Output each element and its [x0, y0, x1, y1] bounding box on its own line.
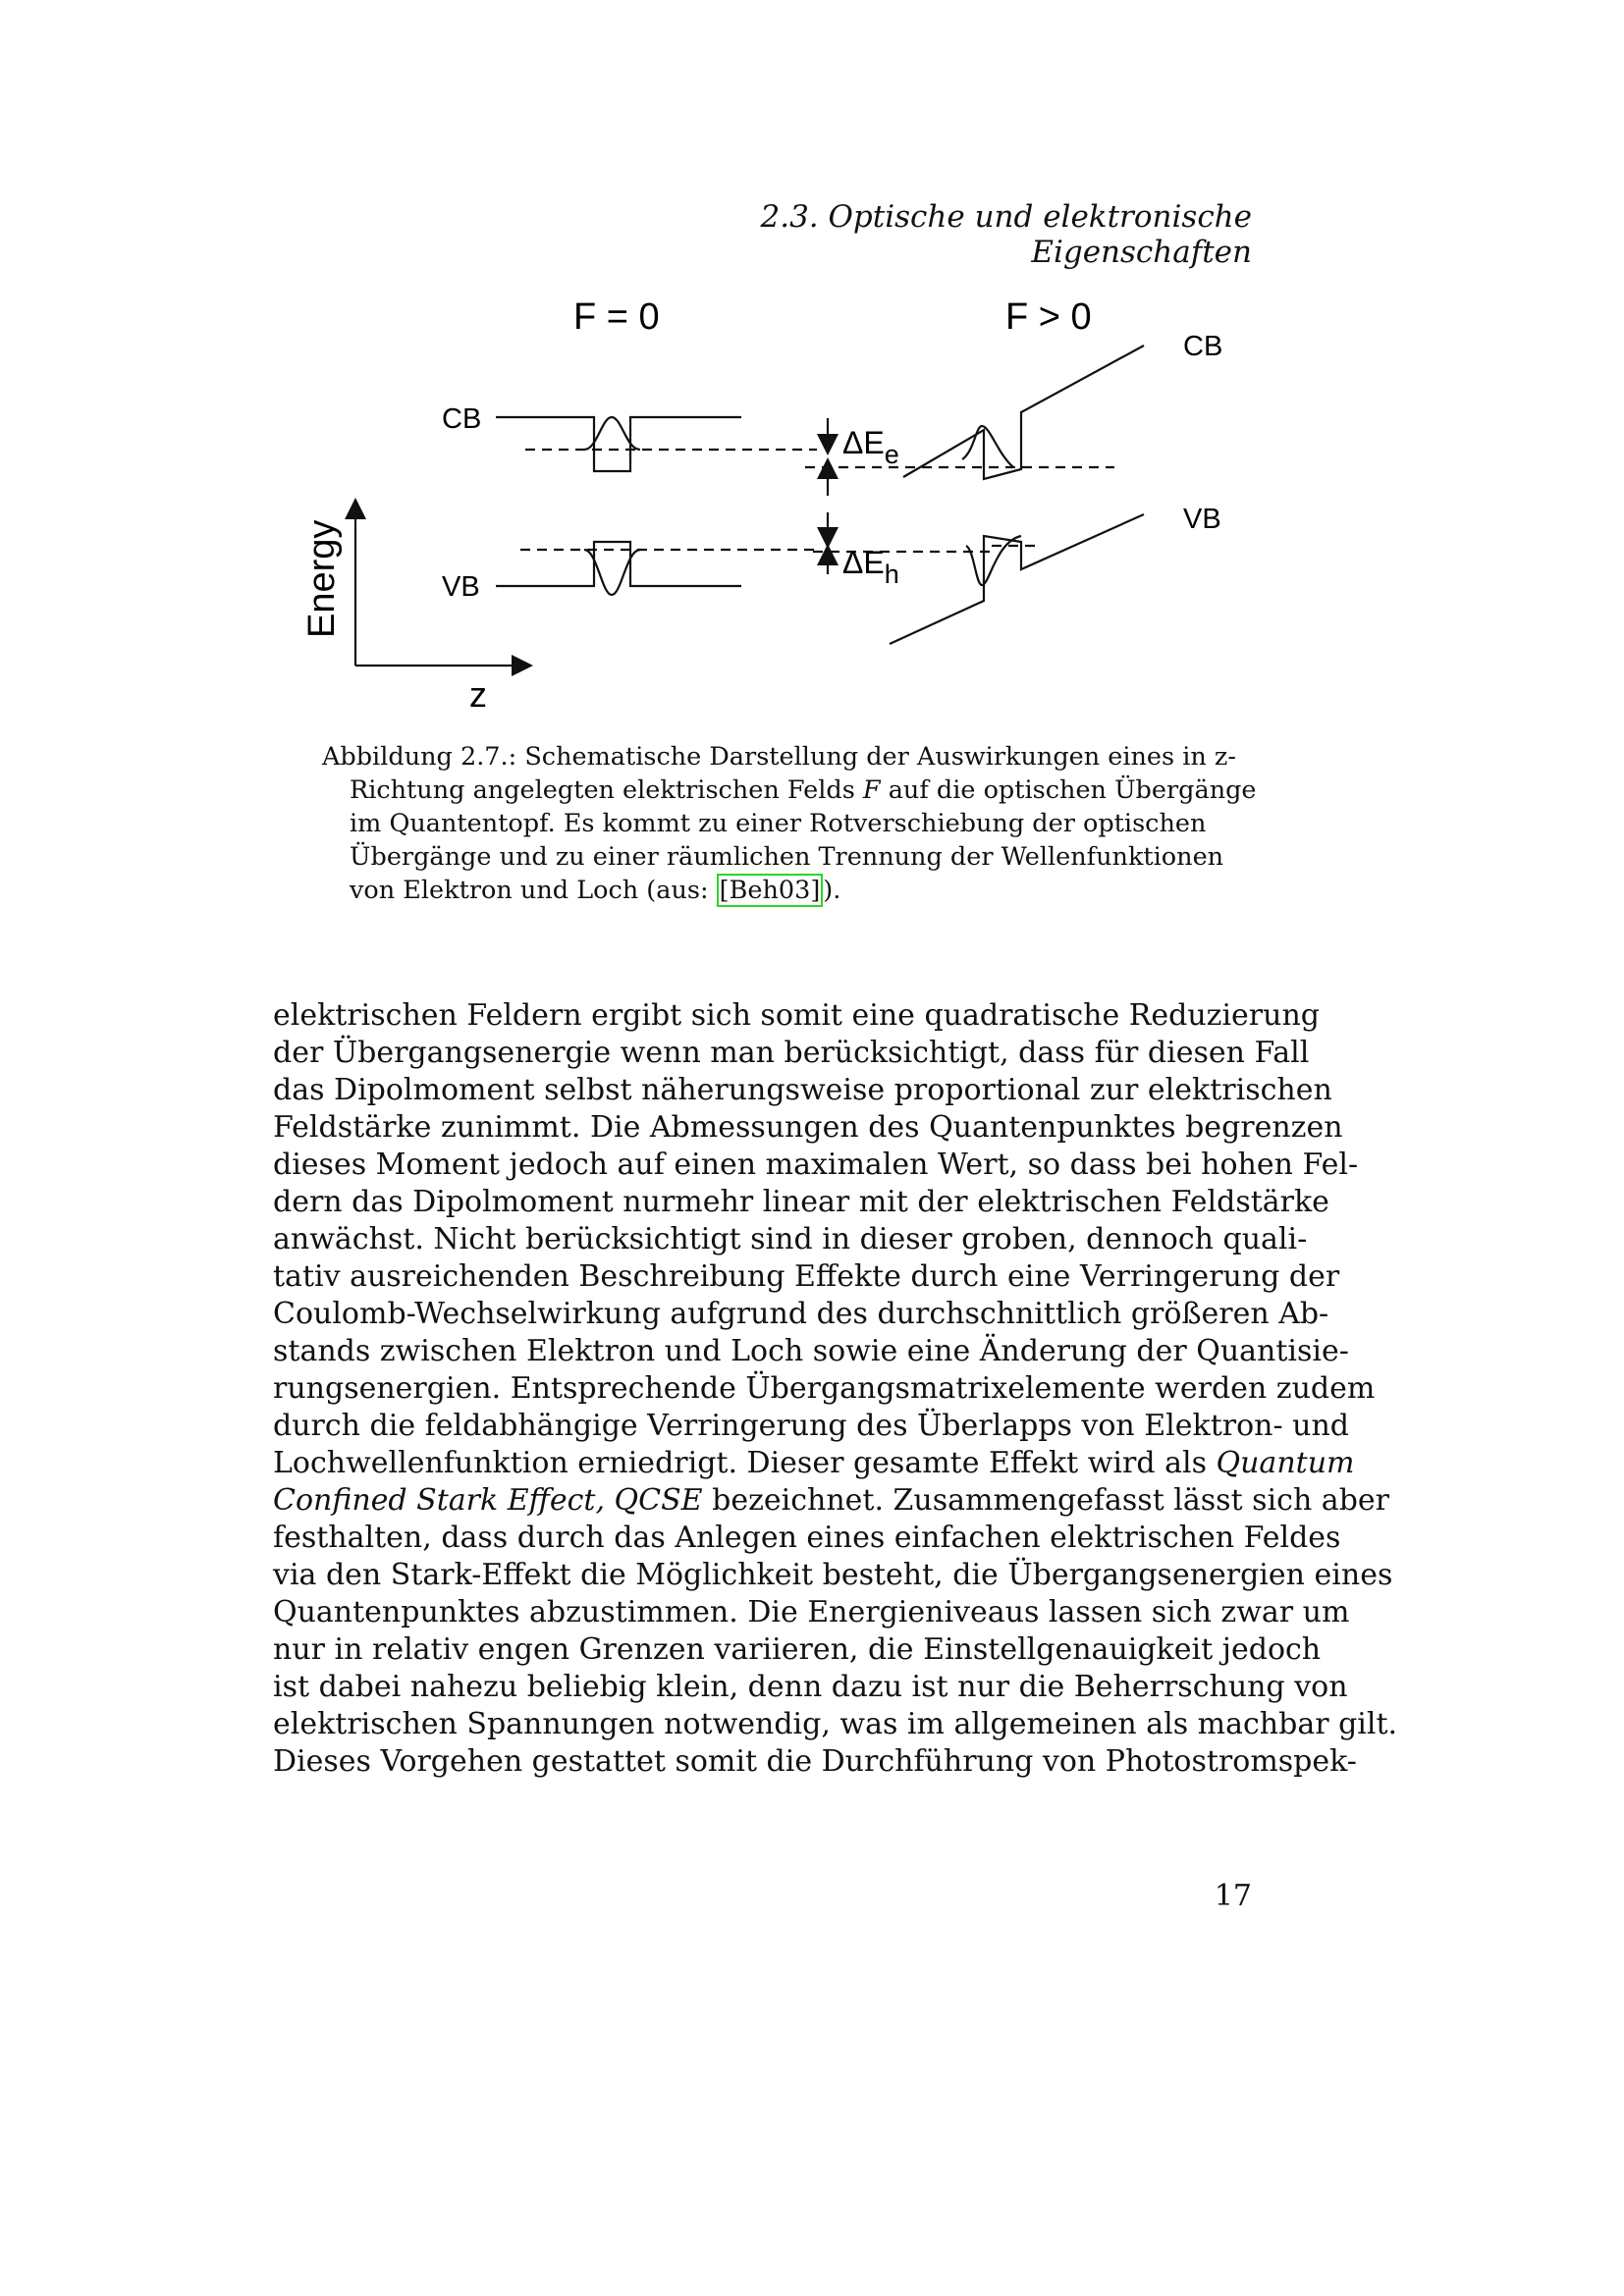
body-line: das Dipolmoment selbst näherungsweise proportional zur elektrischen [273, 1073, 1332, 1107]
figure-band-diagram [275, 285, 1257, 736]
body-line-part: bezeichnet. Zusammengefasst lässt sich aber [712, 1483, 1389, 1518]
body-line: elektrischen Spannungen notwendig, was im allgemeinen als machbar gilt. [273, 1707, 1398, 1741]
caption-line: Abbildung 2.7.: Schematische Darstellung der Auswirkungen eines in z- [322, 742, 1236, 772]
vb-label-right: VB [1183, 504, 1221, 535]
panel-left-title: F = 0 [573, 296, 660, 338]
body-line [273, 1445, 1355, 1482]
panel-right-title: F > 0 [1005, 296, 1092, 338]
citation-key[interactable]: Beh03 [729, 876, 811, 905]
body-line: nur in relativ engen Grenzen variieren, die Einstellgenauigkeit jedoch [273, 1632, 1322, 1667]
body-line: rungsenergien. Entsprechende Übergangsmatrixelemente werden zudem [273, 1371, 1376, 1406]
field-symbol: F [862, 775, 881, 805]
caption-line [322, 774, 1257, 807]
body-line: via den Stark-Effekt die Möglichkeit besteht, die Übergangsenergien eines [273, 1558, 1393, 1592]
delta-eh-label [842, 545, 899, 589]
body-line: stands zwischen Elektron und Loch sowie eine Änderung der Quantisie- [273, 1334, 1349, 1368]
vb-wavefunction-right [966, 536, 1021, 585]
body-line: anwächst. Nicht berücksichtigt sind in dieser groben, dennoch quali- [273, 1222, 1308, 1256]
axis-y-label: Energy [301, 519, 343, 638]
body-line-part: Lochwellenfunktion erniedrigt. Dieser gesamte Effekt wird als [273, 1446, 1207, 1480]
body-line: dieses Moment jedoch auf einen maximalen Wert, so dass bei hohen Fel- [273, 1148, 1359, 1182]
body-line: durch die feldabhängige Verringerung des Überlapps von Elektron- und [273, 1409, 1350, 1443]
delta-ee-main: ΔE [842, 425, 885, 460]
body-paragraph [273, 997, 1398, 1781]
cb-profile-left [496, 417, 741, 471]
emphasis-term: Confined Stark Effect, QCSE [273, 1483, 703, 1518]
body-line [273, 1482, 1389, 1520]
page-number: 17 [1214, 1879, 1252, 1913]
caption-line [322, 874, 1206, 907]
citation-link[interactable]: [Beh03] [717, 874, 824, 907]
caption-line-part: ). [823, 876, 841, 905]
delta-ee-sub: e [884, 440, 899, 469]
body-line: dern das Dipolmoment nurmehr linear mit der elektrischen Feldstärke [273, 1185, 1329, 1219]
delta-ee-label [842, 425, 899, 469]
body-line: Coulomb-Wechselwirkung aufgrund des durchschnittlich größeren Ab- [273, 1297, 1329, 1331]
vb-profile-right [890, 514, 1144, 644]
body-line: festhalten, dass durch das Anlegen eines einfachen elektrischen Feldes [273, 1521, 1341, 1555]
cb-profile-right [903, 346, 1144, 479]
caption-line: im Quantentopf. Es kommt zu einer Rotverschiebung der optischen [350, 809, 1207, 838]
vb-profile-left [496, 542, 741, 586]
body-line: elektrischen Feldern ergibt sich somit eine quadratische Reduzierung [273, 998, 1320, 1033]
caption-line: Übergänge und zu einer räumlichen Trennung der Wellenfunktionen [350, 842, 1224, 872]
figure-caption [322, 740, 1257, 907]
body-line: Quantenpunktes abzustimmen. Die Energieniveaus lassen sich zwar um [273, 1595, 1350, 1629]
body-line: Feldstärke zunimmt. Die Abmessungen des Quantenpunktes begrenzen [273, 1110, 1343, 1145]
caption-line-part: Richtung angelegten elektrischen Felds [350, 775, 855, 805]
body-line: ist dabei nahezu beliebig klein, denn dazu ist nur die Beherrschung von [273, 1670, 1348, 1704]
body-line: Dieses Vorgehen gestattet somit die Durchführung von Photostromspek- [273, 1744, 1357, 1779]
delta-eh-main: ΔE [842, 545, 885, 580]
vb-label-left: VB [442, 571, 480, 603]
caption-line-part: von Elektron und Loch (aus: [350, 876, 717, 905]
delta-eh-sub: h [884, 560, 899, 589]
body-line: der Übergangsenergie wenn man berücksichtigt, dass für diesen Fall [273, 1036, 1310, 1070]
vb-wavefunction-left [584, 550, 640, 595]
cb-label-left: CB [442, 403, 482, 435]
cb-label-right: CB [1183, 331, 1223, 362]
running-header: 2.3. Optische und elektronische Eigenschaften [760, 199, 1252, 270]
emphasis-term: Quantum [1216, 1446, 1355, 1480]
cb-wavefunction-left [584, 417, 640, 450]
body-line: tativ ausreichenden Beschreibung Effekte durch eine Verringerung der [273, 1259, 1340, 1294]
cb-wavefunction-right [962, 426, 1013, 467]
band-diagram-svg [275, 285, 1257, 736]
caption-line-part: auf die optischen Übergänge [888, 775, 1257, 805]
axis-x-label: z [469, 674, 487, 715]
